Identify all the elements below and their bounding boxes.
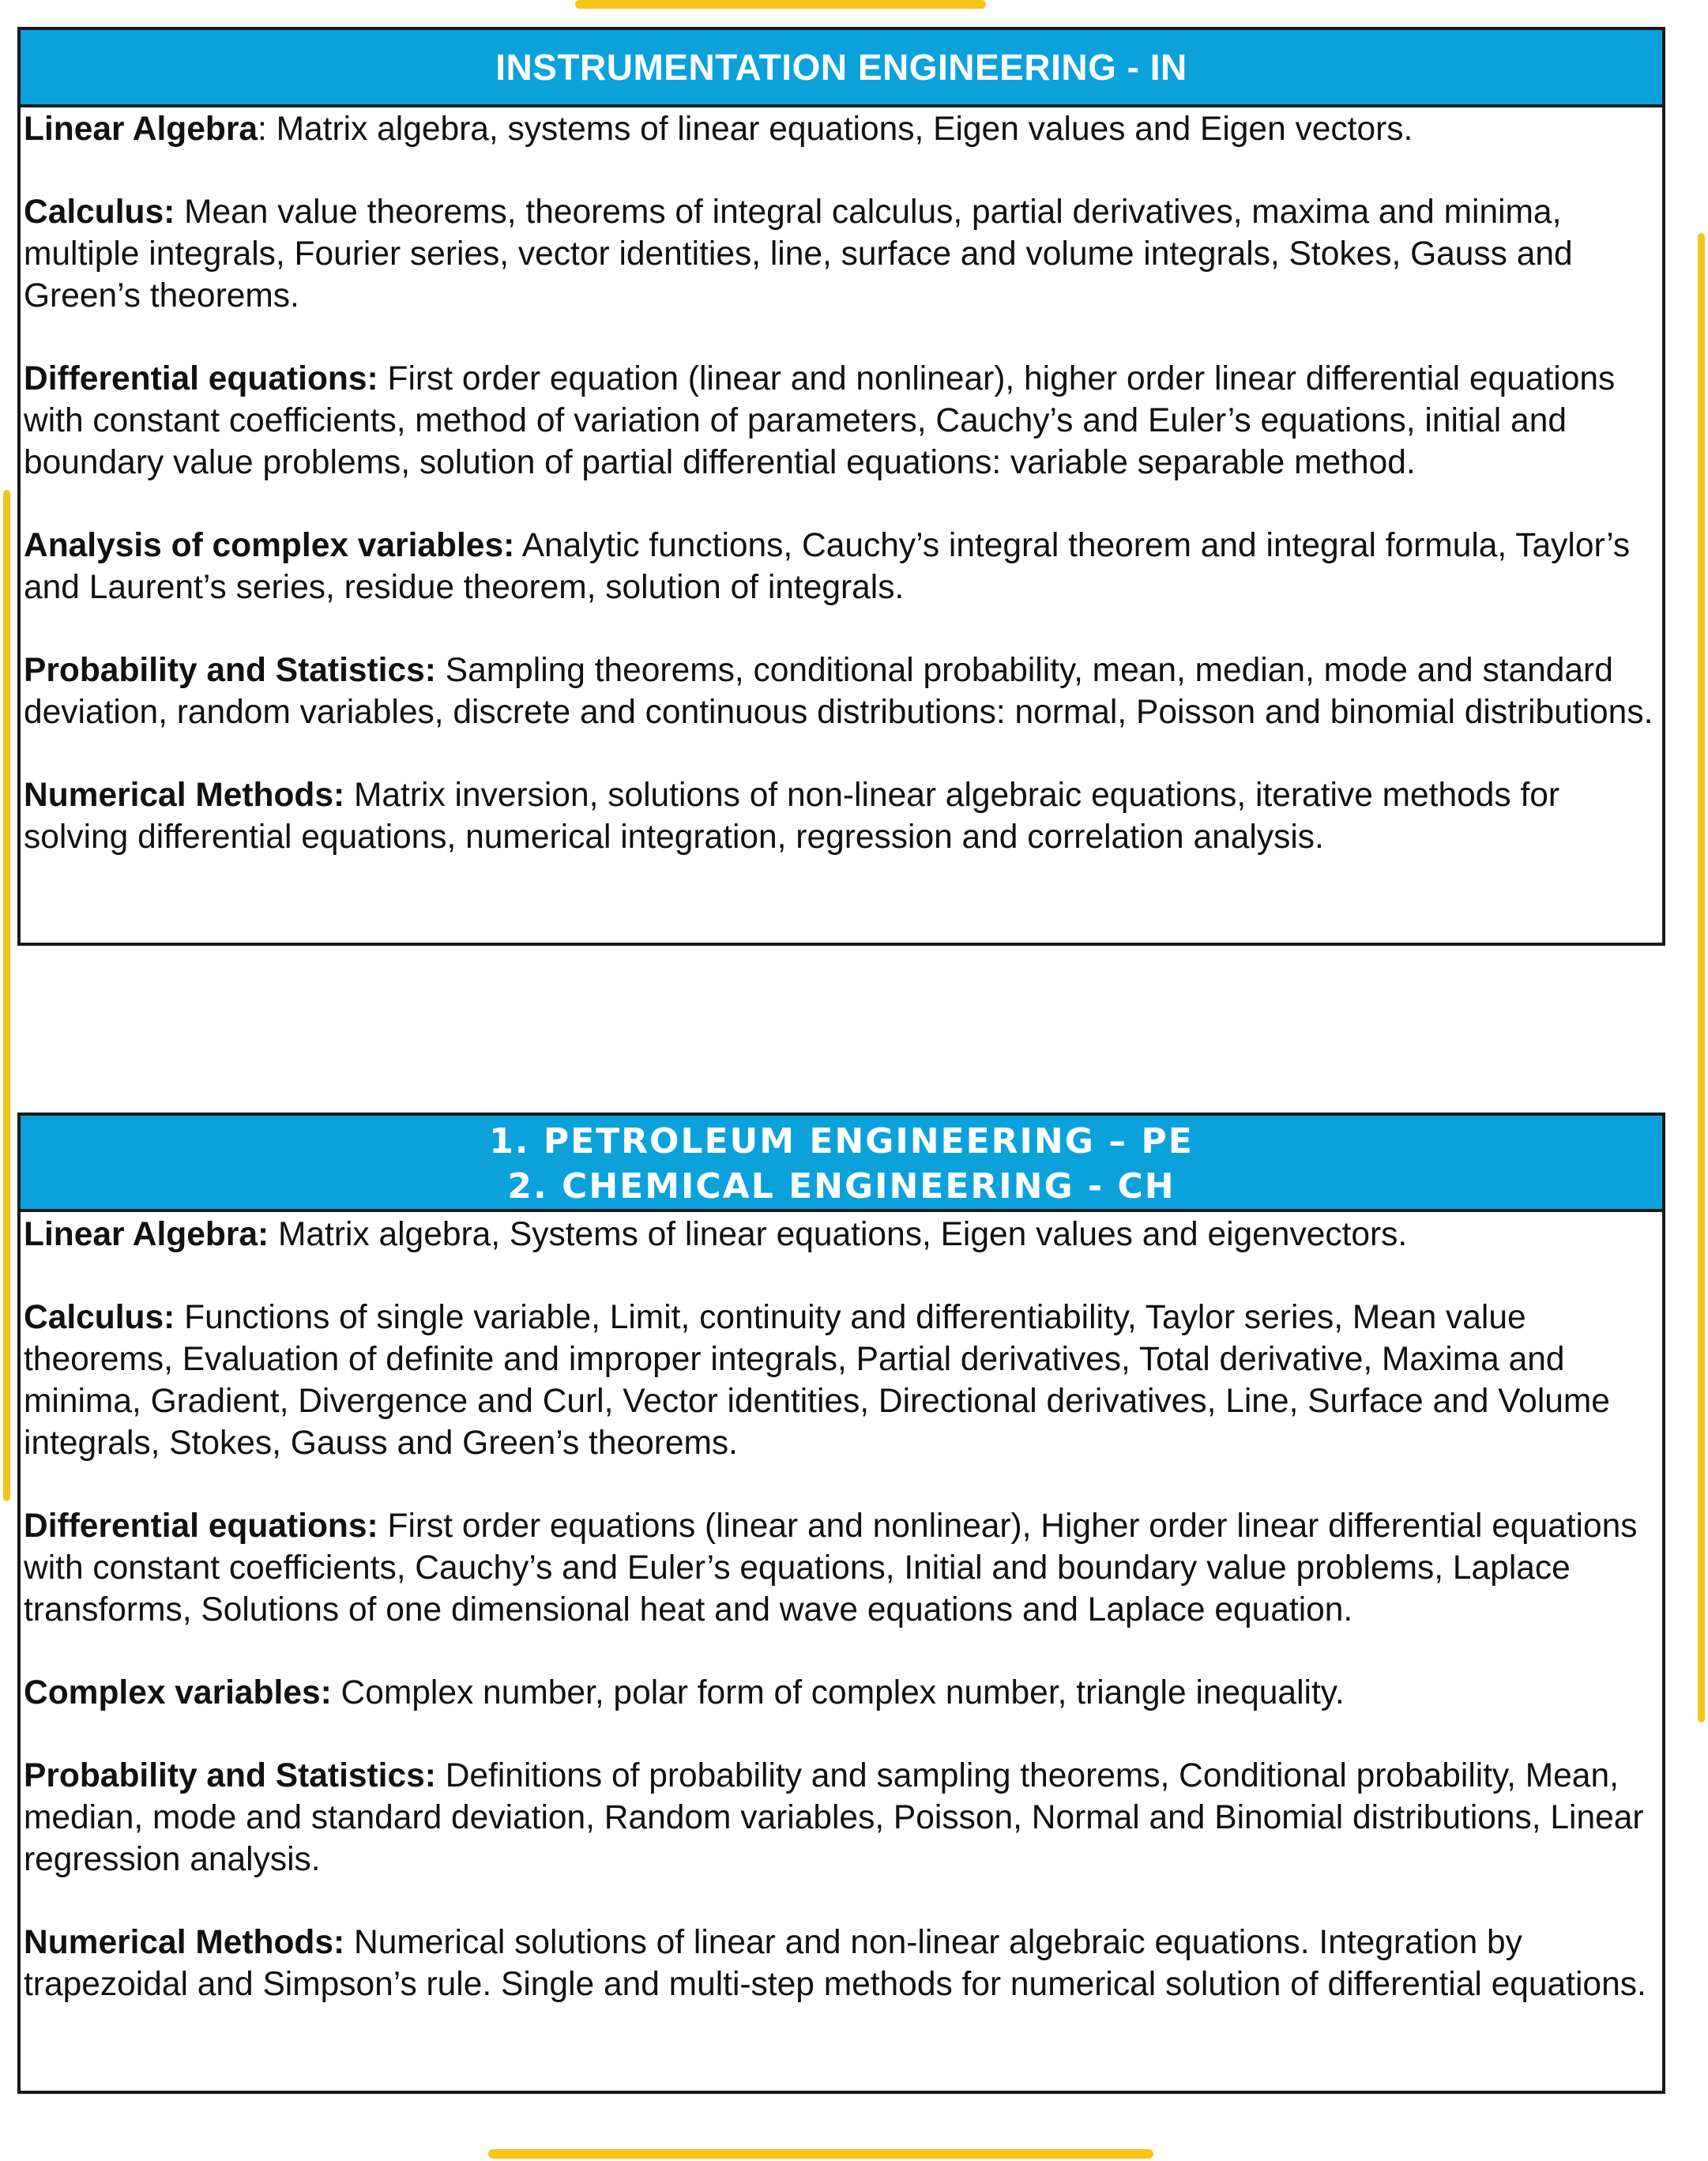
panel-title: INSTRUMENTATION ENGINEERING - IN [495,47,1187,88]
panel-header [21,1116,1662,1212]
panel-body [21,1214,1662,2005]
bottom-accent-bar [488,2149,1153,2159]
panel-body [21,108,1662,858]
top-accent-bar [575,0,986,9]
topic-linear-algebra: Linear Algebra: Matrix algebra, systems of linear equations, Eigen values and Eigen vectors. [24,111,1413,148]
topic-calculus: Calculus: Functions of single variable, Limit, continuity and differentiability, Taylor series, Mean value theorems, Evaluation of definite and improper integrals, Partial derivatives, Total derivative, Maxima and minima, Gradient, Divergence and Curl, Vector identities, Directional derivatives, Line, Surface and Volume integrals, Stokes, Gauss and Green’s theorems. [24,1299,1610,1462]
syllabus-panel-petroleum-chemical [17,1113,1665,2094]
panel-title-line-2: 2. CHEMICAL ENGINEERING - CH [507,1166,1176,1207]
left-accent-bar [3,490,10,1501]
syllabus-panel-instrumentation [17,27,1665,946]
right-accent-bar [1698,233,1705,1722]
panel-header [21,30,1662,107]
topic-probability-statistics: Probability and Statistics: Sampling theorems, conditional probability, mean, median, mode and standard deviation, random variables, discrete and continuous distributions: normal, Poisson and binomial distributions. [24,652,1653,731]
topic-calculus: Calculus: Mean value theorems, theorems of integral calculus, partial derivatives, maxima and minima, multiple integrals, Fourier series, vector identities, line, surface and volume integrals, Stokes, Gauss and Green’s theorems. [24,194,1573,314]
topic-probability-statistics: Probability and Statistics: Definitions of probability and sampling theorems, Conditional probability, Mean, median, mode and standard deviation, Random variables, Poisson, Normal and Binomial distributions, Linear regression analysis. [24,1757,1644,1878]
panel-title-line-1: 1. PETROLEUM ENGINEERING – PE [489,1121,1194,1161]
topic-numerical-methods: Numerical Methods: Matrix inversion, solutions of non-linear algebraic equations, iterative methods for solving differential equations, numerical integration, regression and correlation analysis. [24,777,1560,856]
topic-differential-equations: Differential equations: First order equations (linear and nonlinear), Higher order linear differential equations with constant coefficients, Cauchy’s and Euler’s equations, Initial and boundary value problems, Laplace transforms, Solutions of one dimensional heat and wave equations and Laplace equation. [24,1508,1638,1628]
topic-differential-equations: Differential equations: First order equation (linear and nonlinear), higher order linear differential equations with constant coefficients, method of variation of parameters, Cauchy’s and Euler’s equations, initial and boundary value problems, solution of partial differential equations: variable separable method. [24,360,1616,481]
topic-complex-variables: Analysis of complex variables: Analytic functions, Cauchy’s integral theorem and integral formula, Taylor’s and Laurent’s series, residue theorem, solution of integrals. [24,527,1631,606]
topic-numerical-methods: Numerical Methods: Numerical solutions of linear and non-linear algebraic equations. Integration by trapezoidal and Simpson’s rule. Single and multi-step methods for numerical solution of differential equations. [24,1924,1646,2003]
topic-complex-variables: Complex variables: Complex number, polar form of complex number, triangle inequality. [24,1674,1345,1711]
topic-linear-algebra: Linear Algebra: Matrix algebra, Systems of linear equations, Eigen values and eigenvectors. [24,1216,1408,1253]
